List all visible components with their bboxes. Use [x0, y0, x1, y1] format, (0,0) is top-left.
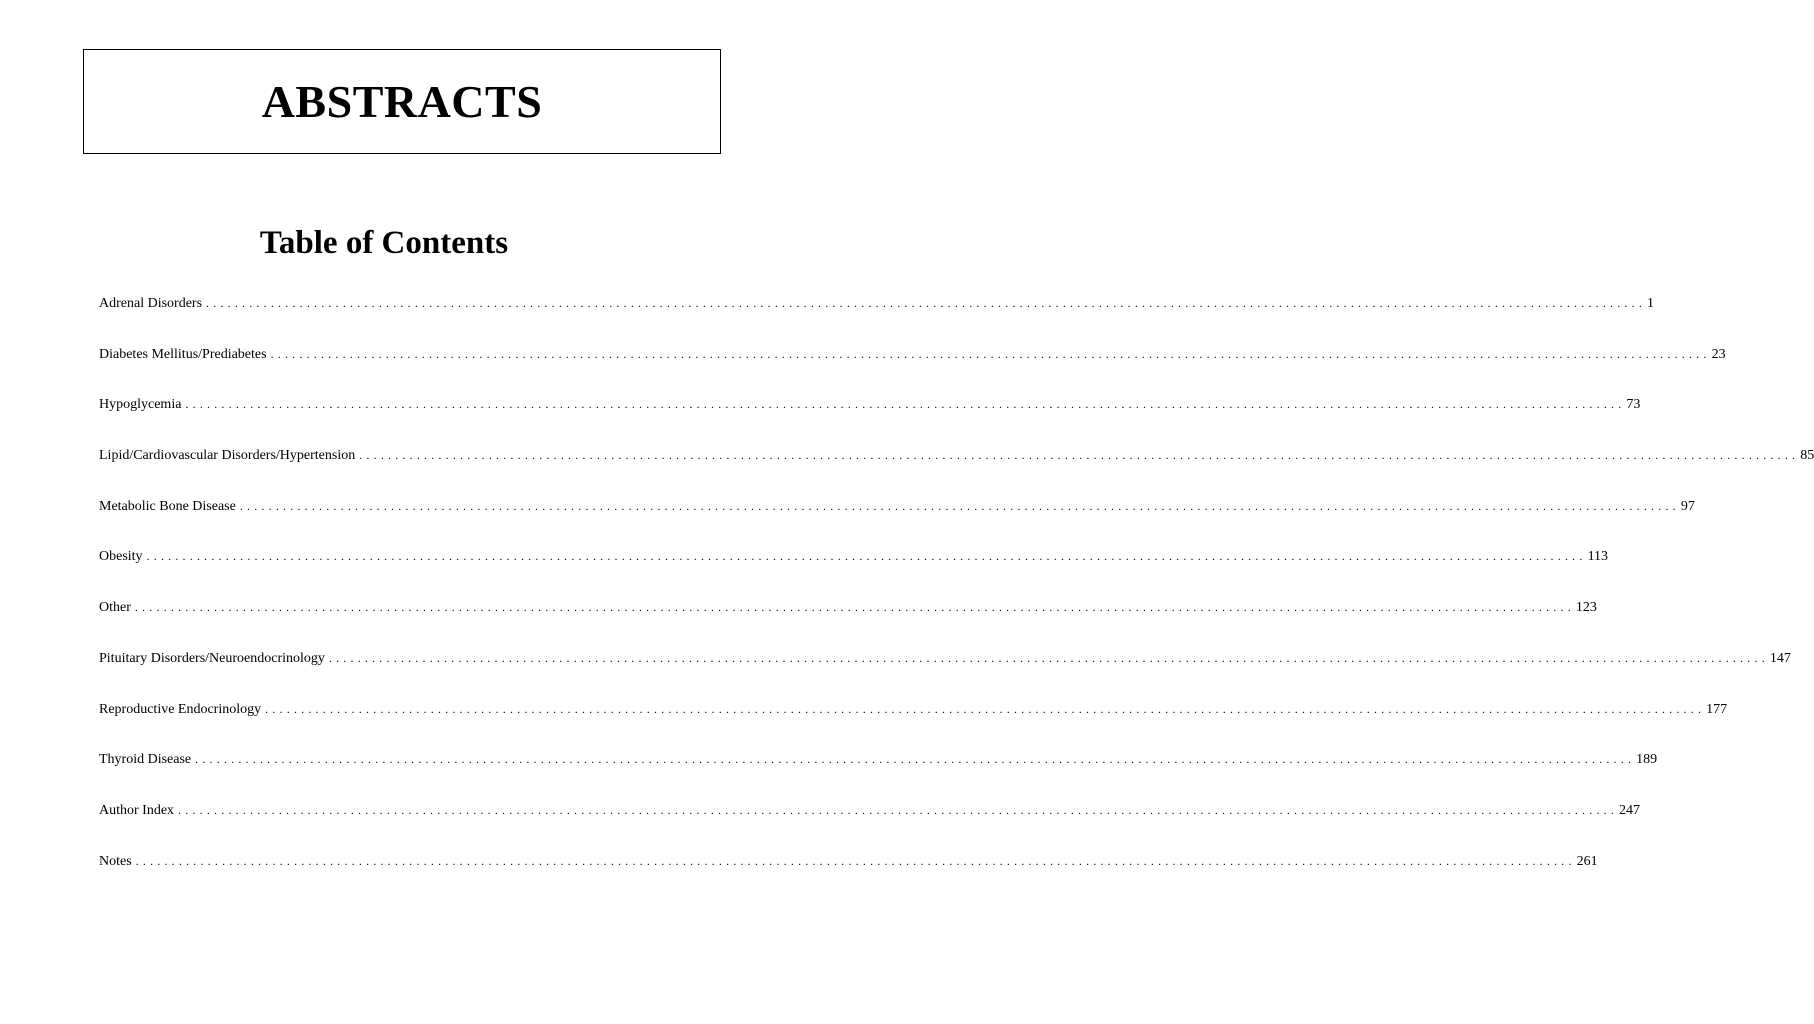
toc-entry-notes[interactable] — [99, 852, 1598, 903]
toc-entry-obesity[interactable] — [99, 547, 1609, 598]
toc-dot-leader: ........................................................................................................................................................................................................ — [146, 549, 1587, 564]
toc-entry-page: 189 — [1636, 752, 1658, 768]
toc-entry-page: 261 — [1576, 853, 1598, 869]
toc-entry-page: 85 — [1800, 448, 1814, 464]
toc-dot-leader: ........................................................................................................................................................................................................ — [270, 346, 1711, 361]
toc-entry-label: Lipid/Cardiovascular Disorders/Hypertension — [99, 448, 356, 464]
toc-entry-page: 113 — [1587, 549, 1609, 565]
toc-entry-label: Diabetes Mellitus/Prediabetes — [99, 346, 267, 362]
toc-entry-label: Other — [99, 600, 131, 616]
toc-entry-author-index[interactable] — [99, 801, 1641, 852]
toc-entry-label: Metabolic Bone Disease — [99, 498, 236, 514]
toc-entry-label: Thyroid Disease — [99, 752, 192, 768]
toc-entry-reproductive[interactable] — [99, 700, 1728, 751]
toc-entry-thyroid[interactable] — [99, 750, 1658, 801]
toc-entry-label: Reproductive Endocrinology — [99, 701, 262, 717]
toc-heading: Table of Contents — [259, 225, 509, 261]
toc-entry-lipid-cardiovascular[interactable] — [99, 446, 1814, 497]
toc-entry-other[interactable] — [99, 598, 1597, 649]
toc-list — [99, 294, 1814, 902]
toc-entry-page: 73 — [1626, 397, 1641, 413]
toc-dot-leader: ........................................................................................................................................................................................................ — [185, 397, 1626, 412]
toc-entry-label: Notes — [99, 853, 132, 869]
toc-dot-leader: ........................................................................................................................................................................................................ — [178, 802, 1619, 817]
toc-dot-leader: ........................................................................................................................................................................................................ — [134, 600, 1575, 615]
toc-entry-hypoglycemia[interactable] — [99, 395, 1641, 446]
toc-entry-label: Obesity — [99, 549, 143, 565]
toc-entry-page: 1 — [1647, 296, 1655, 311]
toc-entry-page: 177 — [1706, 701, 1728, 717]
title-box — [83, 49, 721, 154]
toc-entry-label: Author Index — [99, 802, 175, 818]
toc-entry-page: 147 — [1769, 650, 1791, 666]
page-title: ABSTRACTS — [261, 75, 543, 127]
toc-entry-page: 247 — [1619, 802, 1641, 818]
toc-dot-leader: ........................................................................................................................................................................................................ — [359, 448, 1800, 463]
toc-entry-metabolic-bone[interactable] — [99, 497, 1695, 548]
toc-entry-diabetes[interactable] — [99, 345, 1726, 396]
toc-dot-leader: ........................................................................................................................................................................................................ — [206, 296, 1647, 310]
toc-entry-page: 97 — [1680, 498, 1695, 514]
toc-entry-label: Hypoglycemia — [99, 397, 182, 413]
toc-dot-leader: ........................................................................................................................................................................................................ — [239, 498, 1680, 513]
toc-entry-label: Adrenal Disorders — [99, 296, 203, 311]
toc-dot-leader: ........................................................................................................................................................................................................ — [135, 853, 1576, 868]
toc-entry-page: 23 — [1711, 346, 1726, 362]
toc-entry-pituitary[interactable] — [99, 649, 1791, 700]
toc-entry-adrenal-disorders[interactable] — [99, 294, 1655, 345]
toc-entry-page: 123 — [1575, 600, 1597, 616]
toc-dot-leader: ........................................................................................................................................................................................................ — [195, 752, 1636, 767]
toc-dot-leader: ........................................................................................................................................................................................................ — [265, 701, 1706, 716]
toc-dot-leader: ........................................................................................................................................................................................................ — [328, 650, 1769, 665]
toc-entry-label: Pituitary Disorders/Neuroendocrinology — [99, 650, 325, 666]
